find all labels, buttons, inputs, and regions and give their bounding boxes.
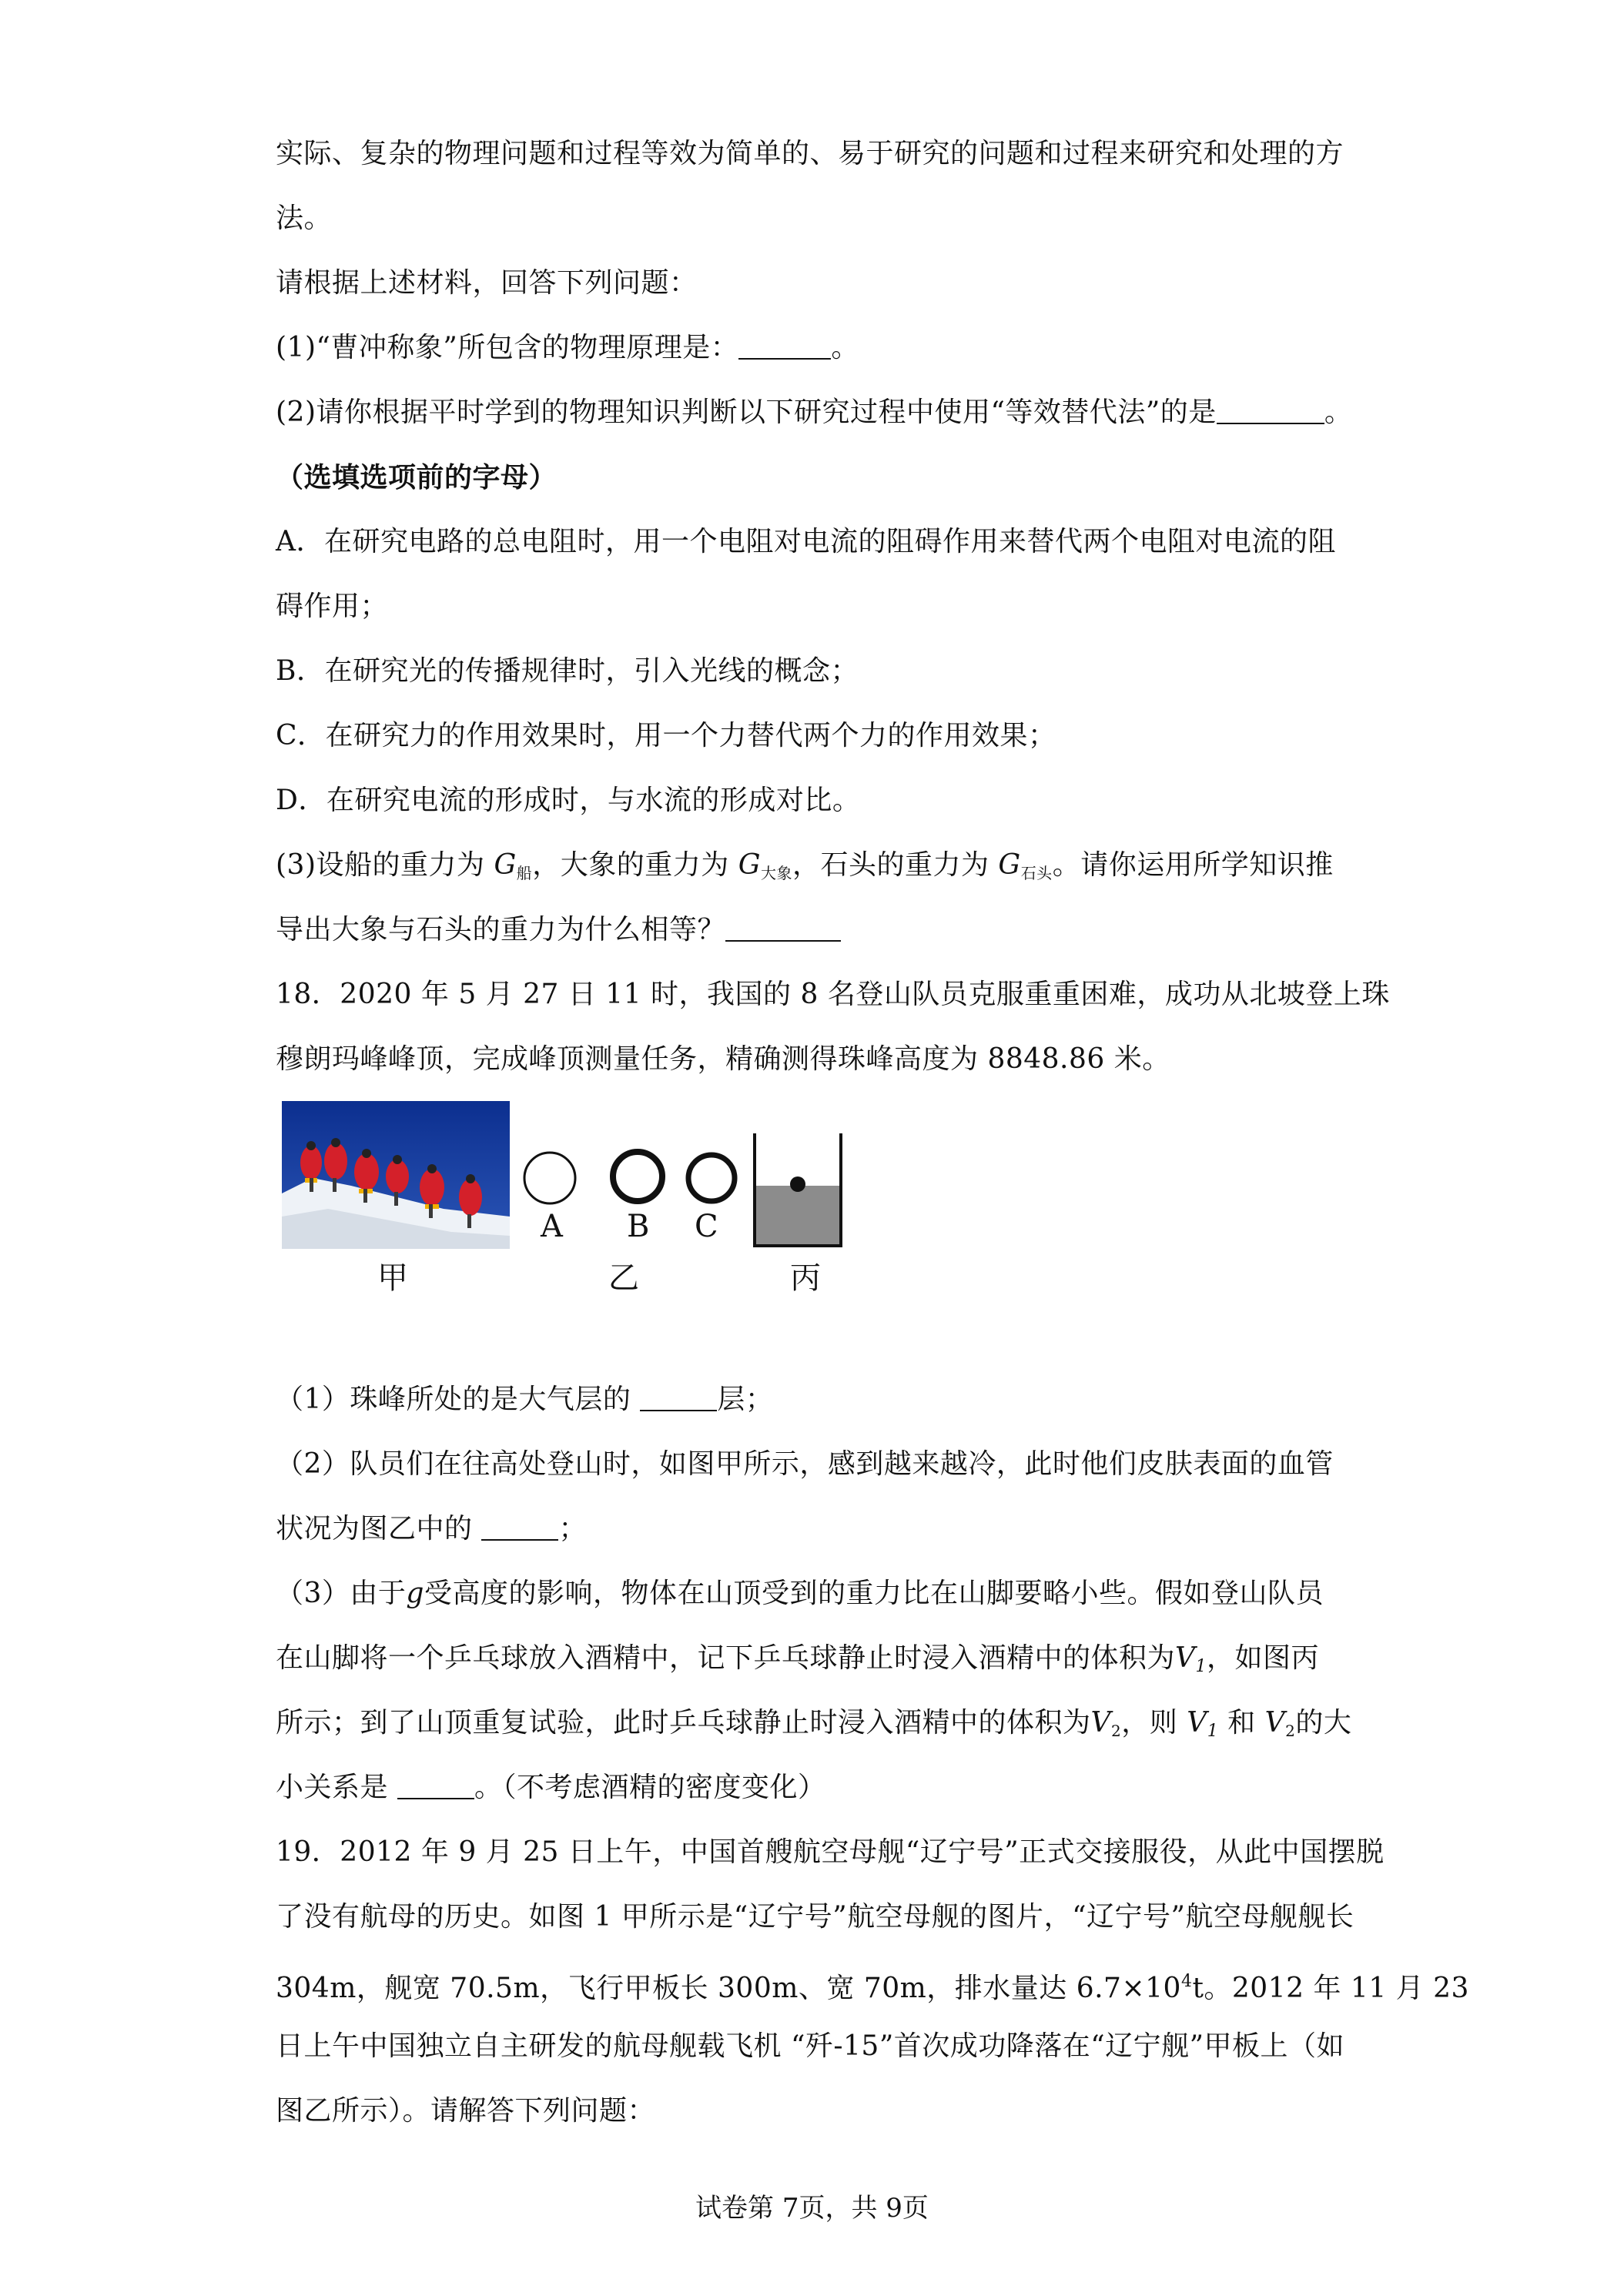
answer-blank: [640, 1385, 717, 1411]
label-c: C: [695, 1209, 718, 1244]
sub-question-1: [276, 1383, 773, 1417]
subscript: 1: [1207, 1722, 1219, 1741]
option-d: D．在研究电流的形成时，与水流的形成对比。: [276, 785, 861, 816]
answer-blank: [397, 1773, 474, 1799]
climbers-photo: [282, 1101, 510, 1249]
question-1-text: (1)“曹冲称象”所包含的物理原理是：: [276, 332, 739, 363]
g-symbol: G: [494, 849, 517, 881]
option-c: C．在研究力的作用效果时，用一个力替代两个力的作用效果；: [276, 720, 1056, 751]
mountaineers-image: [282, 1101, 510, 1249]
question-2-note: （选填选项前的字母）: [276, 461, 558, 494]
circle-a: [524, 1153, 575, 1203]
text: 304m，舰宽 70.5m，飞行甲板长 300m、宽 70m，排水量达 6.7×10: [276, 1973, 1181, 2004]
subscript: 1: [1195, 1657, 1207, 1676]
q3-part: 导出大象与石头的重力为什么相等？: [276, 914, 726, 946]
sub-question-end: 层；: [717, 1384, 774, 1415]
text: t。2012 年 11 月 23: [1192, 1973, 1469, 2004]
problem-19-line-5: 图乙所示）。请解答下列问题：: [276, 2095, 656, 2127]
option-b: B．在研究光的传播规律时，引入光线的概念；: [276, 655, 859, 687]
sub-question-2-line-2: [276, 1512, 587, 1546]
subscript: 大象: [760, 864, 792, 882]
question-2-end: 。: [1324, 397, 1353, 428]
text: 的大: [1295, 1707, 1352, 1739]
sub-question-3-line-2: [276, 1642, 1319, 1684]
answer-blank: [725, 915, 841, 942]
sub-question-text: （1）珠峰所处的是大气层的: [276, 1384, 641, 1415]
text: 小关系是: [276, 1772, 397, 1803]
sub-question-3-line-1: [276, 1577, 1324, 1611]
label-bing: 丙: [790, 1260, 821, 1296]
answer-blank: [1217, 398, 1324, 424]
label-b: B: [627, 1209, 650, 1244]
question-2-text: (2)请你根据平时学到的物理知识判断以下研究过程中使用“等效替代法”的是: [276, 397, 1217, 428]
q3-part: ，石头的重力为: [792, 849, 989, 881]
problem-19-line-4: 日上午中国独立自主研发的航母舰载飞机 “歼-15”首次成功降落在“辽宁舰”甲板上（如: [276, 2030, 1345, 2062]
v-symbol: V: [1175, 1642, 1196, 1674]
question-1-end: 。: [831, 332, 859, 363]
beaker-with-ball: [755, 1133, 841, 1246]
subscript: 船: [516, 864, 533, 882]
subscript: 2: [1111, 1722, 1122, 1740]
g-symbol: G: [998, 849, 1021, 881]
problem-18-line-1: 18．2020 年 5 月 27 日 11 时，我国的 8 名登山队员克服重重困难，成功从北坡登上珠: [276, 979, 1390, 1010]
text: ，如图丙: [1207, 1642, 1320, 1674]
superscript: 4: [1180, 1972, 1193, 1991]
sub-question-3-line-4: [276, 1771, 825, 1805]
sub-question-2-line-1: （2）队员们在往高处登山时，如图甲所示，感到越来越冷，此时他们皮肤表面的血管: [276, 1448, 1334, 1480]
v-symbol: V: [1187, 1707, 1207, 1739]
problem-18-line-2: 穆朗玛峰峰顶，完成峰顶测量任务，精确测得珠峰高度为 8848.86 米。: [276, 1043, 1170, 1075]
line-3: 请根据上述材料，回答下列问题：: [276, 267, 698, 299]
q3-part: (3)设船的重力为: [276, 849, 485, 881]
line-2: 法。: [276, 202, 333, 234]
question-3-line-2: [276, 913, 841, 947]
g-symbol: g: [406, 1578, 424, 1609]
sub-question-end: ；: [558, 1513, 587, 1545]
text: 受高度的影响，物体在山顶受到的重力比在山脚要略小些。假如登山队员: [424, 1578, 1324, 1609]
line-1: 实际、复杂的物理问题和过程等效为简单的、易于研究的问题和过程来研究和处理的方: [276, 138, 1344, 169]
label-yi: 乙: [608, 1260, 639, 1296]
sub-question-3-line-3: [276, 1706, 1351, 1749]
question-2: [276, 396, 1352, 430]
g-symbol: G: [738, 849, 761, 881]
label-jia: 甲: [377, 1260, 408, 1296]
answer-blank: [738, 333, 831, 360]
label-a: A: [541, 1209, 563, 1244]
v-symbol: V: [1264, 1707, 1286, 1739]
question-3: [276, 848, 1334, 890]
problem-19-line-2: 了没有航母的历史。如图 1 甲所示是“辽宁号”航空母舰的图片，“辽宁号”航空母舰舰长: [276, 1901, 1354, 1933]
text: 。（不考虑酒精的密度变化）: [474, 1772, 826, 1803]
text: 所示；到了山顶重复试验，此时乒乓球静止时浸入酒精中的体积为: [276, 1707, 1091, 1739]
problem-19-line-3: [276, 1965, 1469, 2006]
subscript: 2: [1285, 1722, 1296, 1740]
v-symbol: V: [1090, 1707, 1112, 1739]
circle-b: [613, 1152, 662, 1201]
q3-part: 。请你运用所学知识推: [1052, 849, 1334, 881]
problem-19-line-1: 19．2012 年 9 月 25 日上午，中国首艘航空母舰“辽宁号”正式交接服役，从此中国摆脱: [276, 1836, 1385, 1868]
text: 在山脚将一个乒乓球放入酒精中，记下乒乓球静止时浸入酒精中的体积为: [276, 1642, 1176, 1674]
text: ，则: [1121, 1707, 1178, 1739]
sub-question-text: 状况为图乙中的: [276, 1513, 482, 1545]
q3-part: ，大象的重力为: [532, 849, 729, 881]
option-a-2: 碍作用；: [276, 591, 389, 622]
page-footer: 试卷第 7页，共 9页: [695, 2193, 929, 2224]
text: 和: [1227, 1707, 1256, 1739]
circle-c: [688, 1155, 735, 1201]
text: （3）由于: [276, 1578, 407, 1609]
option-a-1: A．在研究电路的总电阻时，用一个电阻对电流的阻碍作用来替代两个电阻对电流的阻: [276, 526, 1336, 557]
subscript: 石头: [1020, 864, 1053, 882]
answer-blank: [481, 1514, 558, 1541]
question-1: [276, 331, 859, 365]
